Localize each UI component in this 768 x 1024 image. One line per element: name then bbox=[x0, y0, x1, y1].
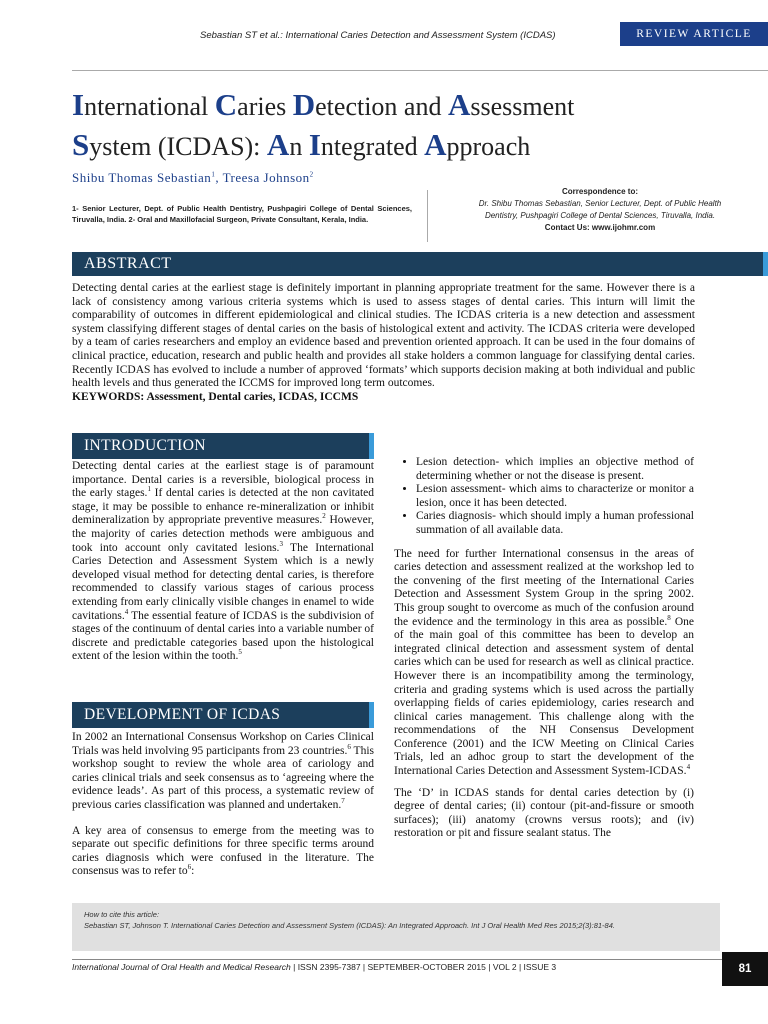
abstract-heading: ABSTRACT bbox=[72, 252, 768, 276]
issue-info: | ISSN 2395-7387 | SEPTEMBER-OCTOBER 2015 | VOL 2 | ISSUE 3 bbox=[290, 962, 557, 972]
paragraph bbox=[72, 460, 374, 664]
paragraph bbox=[72, 731, 374, 813]
author-list bbox=[72, 170, 314, 186]
list-item: • Lesion detection- which implies an objective method of determining whether or not the disease is present. bbox=[416, 456, 694, 483]
page-number: 81 bbox=[722, 952, 768, 986]
title-word: ntegrated bbox=[320, 132, 425, 161]
article-type-badge: REVIEW ARTICLE bbox=[620, 22, 768, 46]
correspondence-block bbox=[440, 186, 760, 234]
definition-list bbox=[394, 456, 694, 538]
citation-ref[interactable]: 4 bbox=[686, 763, 691, 772]
citation-text: Sebastian ST, Johnson T. International Caries Detection and Assessment System (ICDAS): An Integrated Approach. Int J Oral Health Med Res 2015;2(3):81-84. bbox=[84, 921, 615, 930]
introduction-heading: INTRODUCTION bbox=[72, 433, 374, 459]
right-column-text bbox=[394, 456, 694, 841]
text-run: The essential feature of ICDAS is the subdivision of stages of the continuum of dental caries into a variable number of discrete and predictable categories based upon the histological extent of the lesion within the tooth. bbox=[72, 609, 374, 663]
title-word: pproach bbox=[446, 132, 531, 161]
journal-name: International Journal of Oral Health and Medical Research bbox=[72, 962, 291, 972]
contact-line bbox=[440, 222, 760, 234]
article-title bbox=[72, 86, 752, 166]
title-word: ystem (ICDAS): bbox=[89, 132, 267, 161]
affiliation-marker: 2 bbox=[309, 170, 314, 179]
author-name: Treesa Johnson bbox=[222, 170, 310, 185]
text-run: In 2002 an International Consensus Workshop on Caries Clinical Trials was held involving 95 participants from 23 countries. bbox=[72, 731, 374, 757]
text-run: This workshop sought to review the whole area of cariology and caries clinical trials and seek consensus as to ‘agreeing where the evidence leads’. As part of this process, a systematic review of previous caries classification was planned and undertaken. bbox=[72, 744, 374, 811]
citation-ref[interactable]: 8 bbox=[667, 613, 671, 622]
text-run: If dental caries is detected at the non cavitated stage, it may be possible to enhance re-mineralization or inhibit demineralization by appropriate preventive measures. bbox=[72, 487, 374, 527]
citation-ref[interactable]: 2 bbox=[322, 512, 326, 521]
introduction-text bbox=[72, 460, 374, 664]
title-word: nternational bbox=[84, 92, 215, 121]
title-initial: I bbox=[308, 127, 321, 162]
title-word: etection and bbox=[315, 92, 448, 121]
development-text bbox=[72, 731, 374, 879]
citation-ref[interactable]: 6 bbox=[187, 863, 192, 872]
text-run: The International Caries Detection and Assessment System which is a newly developed visual method for detecting dental caries, is therefore recommended to classify various stages of carious process extending from early clinically visible changes in enamel to wide cavitations. bbox=[72, 541, 374, 622]
title-initial: A bbox=[266, 127, 290, 162]
paragraph: The ‘D’ in ICDAS stands for dental caries detection by (i) degree of dental caries; (ii) contour (pit-and-fissure or smooth surfaces); (iii) anatomy (crowns versus roots); and (iv) restoration or pit and fissure sealant status. The bbox=[394, 786, 694, 840]
header-vertical-divider bbox=[427, 190, 428, 242]
abstract-text: Detecting dental caries at the earliest stage is definitely important in planning appropriate treatment for the same. However there is a lack of consistency among various criteria systems which is used to assess stages of dental caries. This inturn will limit the comparability of outcomes in different epidemiological and clinical studies. The ICDAS criteria is a new detection and assessment system classifying different stages of dental caries on the basis of histological extent and activity. The ICDAS criteria were developed by a team of caries researchers and employ an evidence based and prevention oriented approach. It can be used in the four domains of clinical practice, education, research and public health and provides all stake holders a common language for classifying dental caries. Recently ICDAS has evolved to include a number of approved ‘formats’ which supports decision making at both individual and public health levels and thus generated the ICCMS for improved long term outcomes. bbox=[72, 282, 695, 390]
correspondence-line: Dr. Shibu Thomas Sebastian, Senior Lecturer, Dept. of Public Health bbox=[478, 199, 722, 208]
text-run: : bbox=[191, 865, 195, 878]
footer-divider bbox=[72, 959, 768, 960]
text-run: However, the majority of caries detection methods were ambiguous and took into account only cavitated lesions. bbox=[72, 514, 374, 554]
title-line-2 bbox=[72, 126, 752, 166]
list-item: • Lesion assessment- which aims to characterize or monitor a lesion, once it has been detected. bbox=[416, 483, 694, 510]
citation-label: How to cite this article: bbox=[84, 910, 160, 919]
citation-ref[interactable]: 3 bbox=[279, 539, 283, 548]
abstract-body bbox=[72, 282, 695, 404]
paragraph bbox=[394, 548, 694, 779]
contact-link[interactable]: www.ijohmr.com bbox=[589, 223, 656, 232]
affiliation-marker: 1 bbox=[211, 170, 216, 179]
list-item: • Caries diagnosis- which should imply a human professional summation of all available data. bbox=[416, 510, 694, 537]
development-heading: DEVELOPMENT OF ICDAS bbox=[72, 702, 374, 728]
title-initial: A bbox=[424, 127, 447, 162]
footer bbox=[72, 962, 556, 972]
running-head: Sebastian ST et al.: International Caries Detection and Assessment System (ICDAS) bbox=[200, 30, 556, 41]
title-line-1 bbox=[72, 86, 752, 126]
affiliations: 1- Senior Lecturer, Dept. of Public Health Dentistry, Pushpagiri College of Dental Sciences, Tiruvalla, India. 2- Oral and Maxillofacial Surgeon, Private Consultant, Kerala, India. bbox=[72, 204, 412, 224]
correspondence-line: Dentistry, Pushpagiri College of Dental Sciences, Tiruvalla, India. bbox=[484, 211, 716, 220]
citation-ref[interactable]: 5 bbox=[238, 648, 242, 657]
citation-ref[interactable]: 1 bbox=[147, 485, 151, 494]
title-initial: A bbox=[447, 87, 471, 122]
citation-ref[interactable]: 7 bbox=[341, 797, 345, 806]
title-initial: I bbox=[72, 87, 85, 122]
keywords: KEYWORDS: Assessment, Dental caries, ICDAS, ICCMS bbox=[72, 390, 359, 403]
text-run: The need for further International consensus in the areas of caries detection and assessment realized at the workshop led to the convening of the first meeting of the International Caries Detection and Assessment System Group in the spring 2002. This group sought to overcome as much of the confusion around the evidence and the terminology in this area as possible. bbox=[394, 547, 694, 628]
citation-ref[interactable]: 6 bbox=[347, 742, 351, 751]
author-name: Shibu Thomas Sebastian bbox=[72, 170, 212, 185]
title-word: aries bbox=[237, 92, 293, 121]
text-run: A key area of consensus to emerge from the meeting was to separate out specific definitions for three specific terms around caries diagnosis which were confused in the literature. The consensus was to refer to bbox=[72, 824, 374, 878]
contact-label: Contact Us: bbox=[544, 223, 590, 232]
text-run: Detecting dental caries at the earliest stage is of paramount importance. Dental caries is a reversible, biological process in the early stages. bbox=[72, 460, 374, 500]
citation-ref[interactable]: 4 bbox=[124, 607, 129, 616]
correspondence-label: Correspondence to: bbox=[561, 187, 638, 196]
title-word: n bbox=[289, 132, 309, 161]
title-initial: C bbox=[214, 87, 238, 122]
title-initial: D bbox=[292, 87, 316, 122]
header-divider bbox=[72, 70, 768, 71]
title-word: ssessment bbox=[470, 92, 575, 121]
citation-box bbox=[72, 903, 720, 951]
text-run: One of the main goal of this committee has been to develop an integrated clinical detection and assessment system of dental caries which can be used for research as well as clinical practice. However there is an incompatibility among the terminology, criteria and grading systems which is used across the partially overlapping fields of caries epidemiology, caries research and clinical caries management. This challenge along with the recommendations of the NH Consensus Development Conference (2001) and the ICW Meeting on Clinical Caries Trials, led an adhoc group to start the development of the International Caries Detection and Assessment System-ICDAS. bbox=[394, 615, 694, 778]
title-initial: S bbox=[72, 127, 90, 162]
paragraph bbox=[72, 825, 374, 879]
author-separator: , bbox=[215, 170, 223, 185]
